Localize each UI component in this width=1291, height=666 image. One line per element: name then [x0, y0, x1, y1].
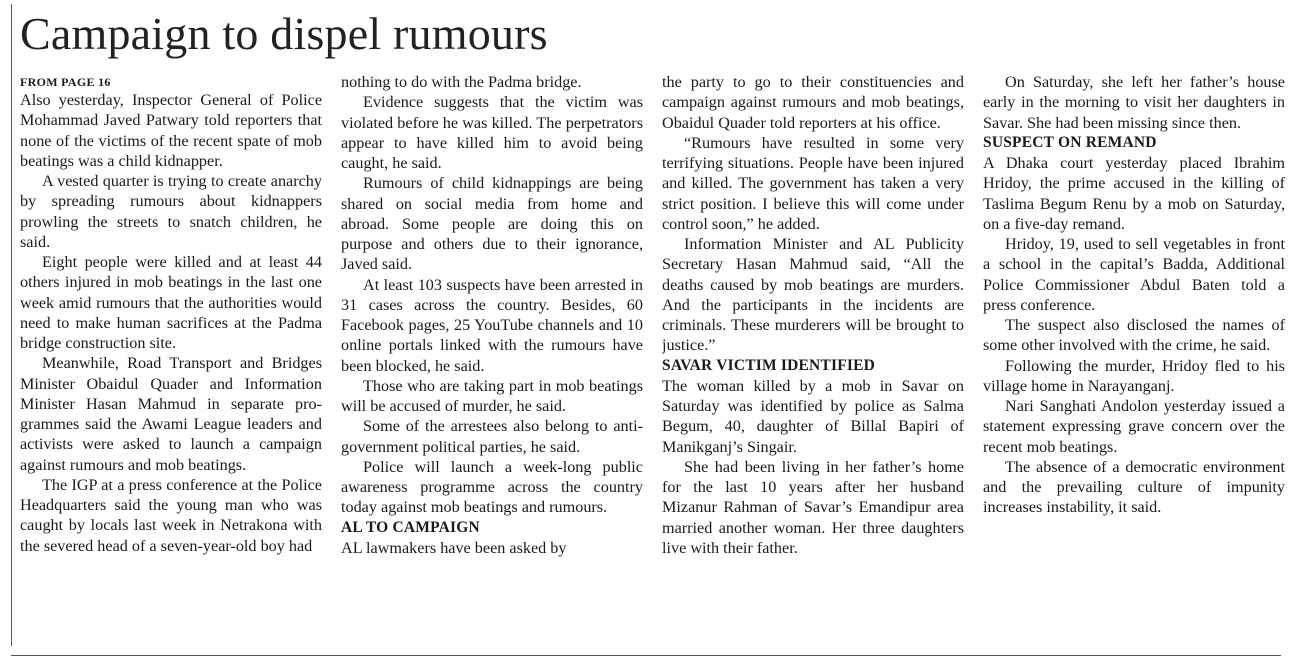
paragraph: Hridoy, 19, used to sell vegetables in front a school in the capital’s Badda, Additional Police Commissioner Abdul Baten told a press conference. — [983, 235, 1285, 314]
paragraph: Nari Sanghati Andolon yesterday issued a statement expressing grave concern over the recent mob beatings. — [983, 397, 1285, 456]
section-subhead: AL TO CAMPAIGN — [341, 518, 480, 536]
paragraph: At least 103 suspects have been arrested in 31 cases across the country. Besides, 60 Facebook pages, 25 YouTube channels and 10 online portals linked with the rumours have been blocked, he said. — [341, 275, 643, 375]
paragraph: AL lawmakers have been asked by — [341, 538, 567, 557]
paragraph: “Rumours have resulted in some very terrifying situations. People have been injured and killed. The government has taken a very strict position. I believe this will come under control soon,” he added. — [662, 133, 964, 233]
paragraph: On Saturday, she left her father’s house early in the morning to visit her daughters in Savar. She had been missing since then. — [983, 73, 1285, 132]
article-column-3 — [662, 72, 964, 648]
paragraph: She had been living in her father’s home for the last 10 years after her husband Mizanur Rahman of Savar’s Emandipur area married another woman. Her three daughters live with their father. — [662, 457, 964, 557]
article-column-1 — [20, 72, 322, 648]
paragraph: A vested quarter is trying to create anarchy by spreading rumours about kidnappers prowling the streets to snatch children, he said. — [20, 172, 322, 251]
article-column-4 — [983, 72, 1285, 648]
paragraph: Meanwhile, Road Transport and Bridges Minister Obaidul Quader and Information Minister Hasan Mahmud in separate pro-grammes said the Awami League leaders and activists were asked to launch a campaign against rumours and mob beatings. — [20, 354, 322, 474]
paragraph: Evidence suggests that the victim was violated before he was killed. The perpetrators appear to have killed him to avoid being caught, he said. — [341, 93, 643, 172]
section-subhead: SUSPECT ON REMAND — [983, 133, 1157, 151]
paragraph: The IGP at a press conference at the Police Headquarters said the young man who was caught by locals last week in Netrakona with the severed head of a seven-year-old boy had — [20, 475, 322, 555]
paragraph: nothing to do with the Padma bridge. — [341, 73, 582, 91]
paragraph: Some of the arrestees also belong to anti-government political parties, he said. — [341, 417, 643, 456]
paragraph: The absence of a democratic environment and the prevailing culture of impunity increases instability, it said. — [983, 457, 1285, 517]
bottom-rule — [11, 655, 1281, 656]
paragraph: Rumours of child kidnappings are being shared on social media from home and abroad. Some people are doing this on purpose and others due to their ignorance, Javed said. — [341, 174, 643, 274]
paragraph: The suspect also disclosed the names of some other involved with the crime, he said. — [983, 316, 1285, 355]
paragraph: A Dhaka court yesterday placed Ibrahim Hridoy, the prime accused in the killing of Taslima Begum Renu by a mob on Saturday, on a five-day remand. — [983, 154, 1285, 233]
paragraph: the party to go to their constituencies and campaign against rumours and mob beatings, Obaidul Quader told reporters at his office. — [662, 73, 964, 132]
section-subhead: SAVAR VICTIM IDENTIFIED — [662, 356, 876, 374]
kicker: FROM PAGE 16 — [20, 75, 111, 89]
paragraph: Police will launch a week-long public awareness programme across the country today against mob beatings and rumours. — [341, 457, 643, 517]
paragraph: Eight people were killed and at least 44 others injured in mob beatings in the last one week amid rumours that the authorities would need to make human sacrifices at the Padma bridge construction site. — [20, 253, 322, 352]
paragraph: The woman killed by a mob in Savar on Saturday was identified by police as Salma Begum, 40, daughter of Billal Bapiri of Manikganj’s Singair. — [662, 376, 964, 456]
paragraph: Also yesterday, Inspector General of Police Mohammad Javed Patwary told reporters that none of the victims of the recent spate of mob beatings was a child kidnapper. — [20, 91, 322, 170]
paragraph: Following the murder, Hridoy fled to his village home in Narayanganj. — [983, 356, 1285, 395]
article-body — [0, 72, 1291, 648]
paragraph: Those who are taking part in mob beatings will be accused of murder, he said. — [341, 376, 643, 415]
headline: Campaign to dispel rumours — [20, 8, 548, 59]
paragraph: Information Minister and AL Publicity Secretary Hasan Mahmud said, “All the deaths caused by mob beatings are murders. And the participants in the incidents are criminals. These murderers will be brought to justice.” — [662, 235, 964, 355]
article-column-2 — [341, 72, 643, 648]
